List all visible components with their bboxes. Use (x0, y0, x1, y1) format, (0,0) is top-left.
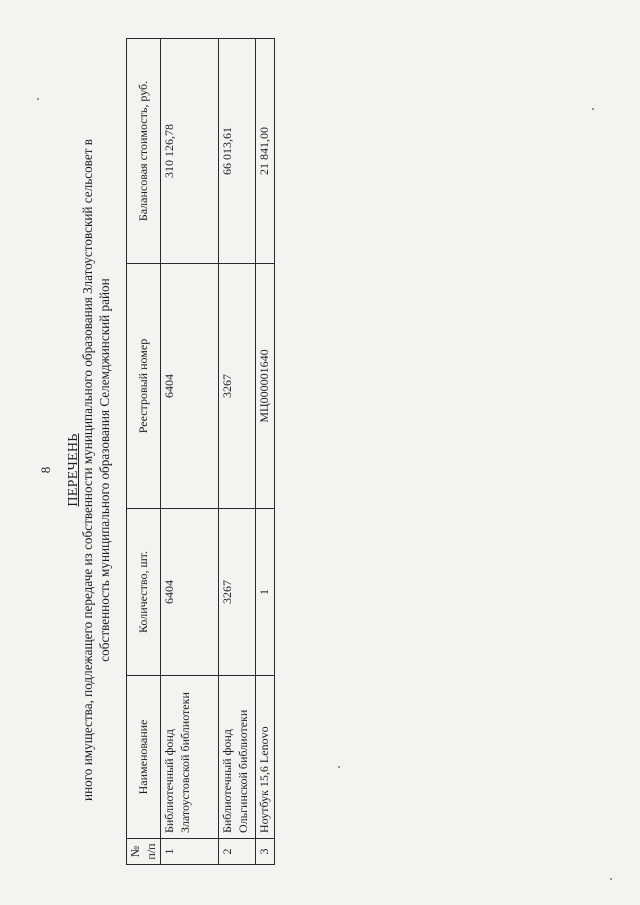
item-quantity: 6404 (161, 509, 219, 676)
header-balance-value: Балансовая стоимость, руб. (127, 39, 161, 264)
item-name: Библиотечный фонд Ольгинской библиотеки (219, 676, 256, 839)
rotated-document-content (25, 35, 625, 905)
table-header-row (127, 39, 161, 865)
item-registry-number: 3267 (219, 264, 256, 509)
header-quantity: Количество, шт. (127, 509, 161, 676)
header-number: № п/п (127, 839, 161, 865)
header-registry-number: Реестровый номер (127, 264, 161, 509)
item-balance-value: 310 126,78 (161, 39, 219, 264)
table-row (219, 39, 256, 865)
row-number: 3 (256, 839, 275, 865)
item-balance-value: 21 841,00 (256, 39, 275, 264)
row-number: 2 (219, 839, 256, 865)
item-name: Ноутбук 15,6 Lenovo (256, 676, 275, 839)
property-transfer-table (126, 38, 275, 865)
item-registry-number: 6404 (161, 264, 219, 509)
table-row (161, 39, 219, 865)
document-title: ПЕРЕЧЕНЬ (66, 433, 81, 507)
header-name: Наименование (127, 676, 161, 839)
page-number: 8 (38, 466, 53, 474)
item-balance-value: 66 013,61 (219, 39, 256, 264)
item-registry-number: МЦ000001640 (256, 264, 275, 509)
table-row (256, 39, 275, 865)
row-number: 1 (161, 839, 219, 865)
document-subtitle-line-2: собственность муниципального образования Селемджинский район (97, 278, 112, 662)
item-name: Библиотечный фонд Златоустовской библиотеки (161, 676, 219, 839)
item-quantity: 3267 (219, 509, 256, 676)
item-quantity: 1 (256, 509, 275, 676)
document-subtitle-line-1: иного имущества, подлежащего передаче из собственности муниципального образования Златоустовский сельсовет в (80, 139, 95, 801)
